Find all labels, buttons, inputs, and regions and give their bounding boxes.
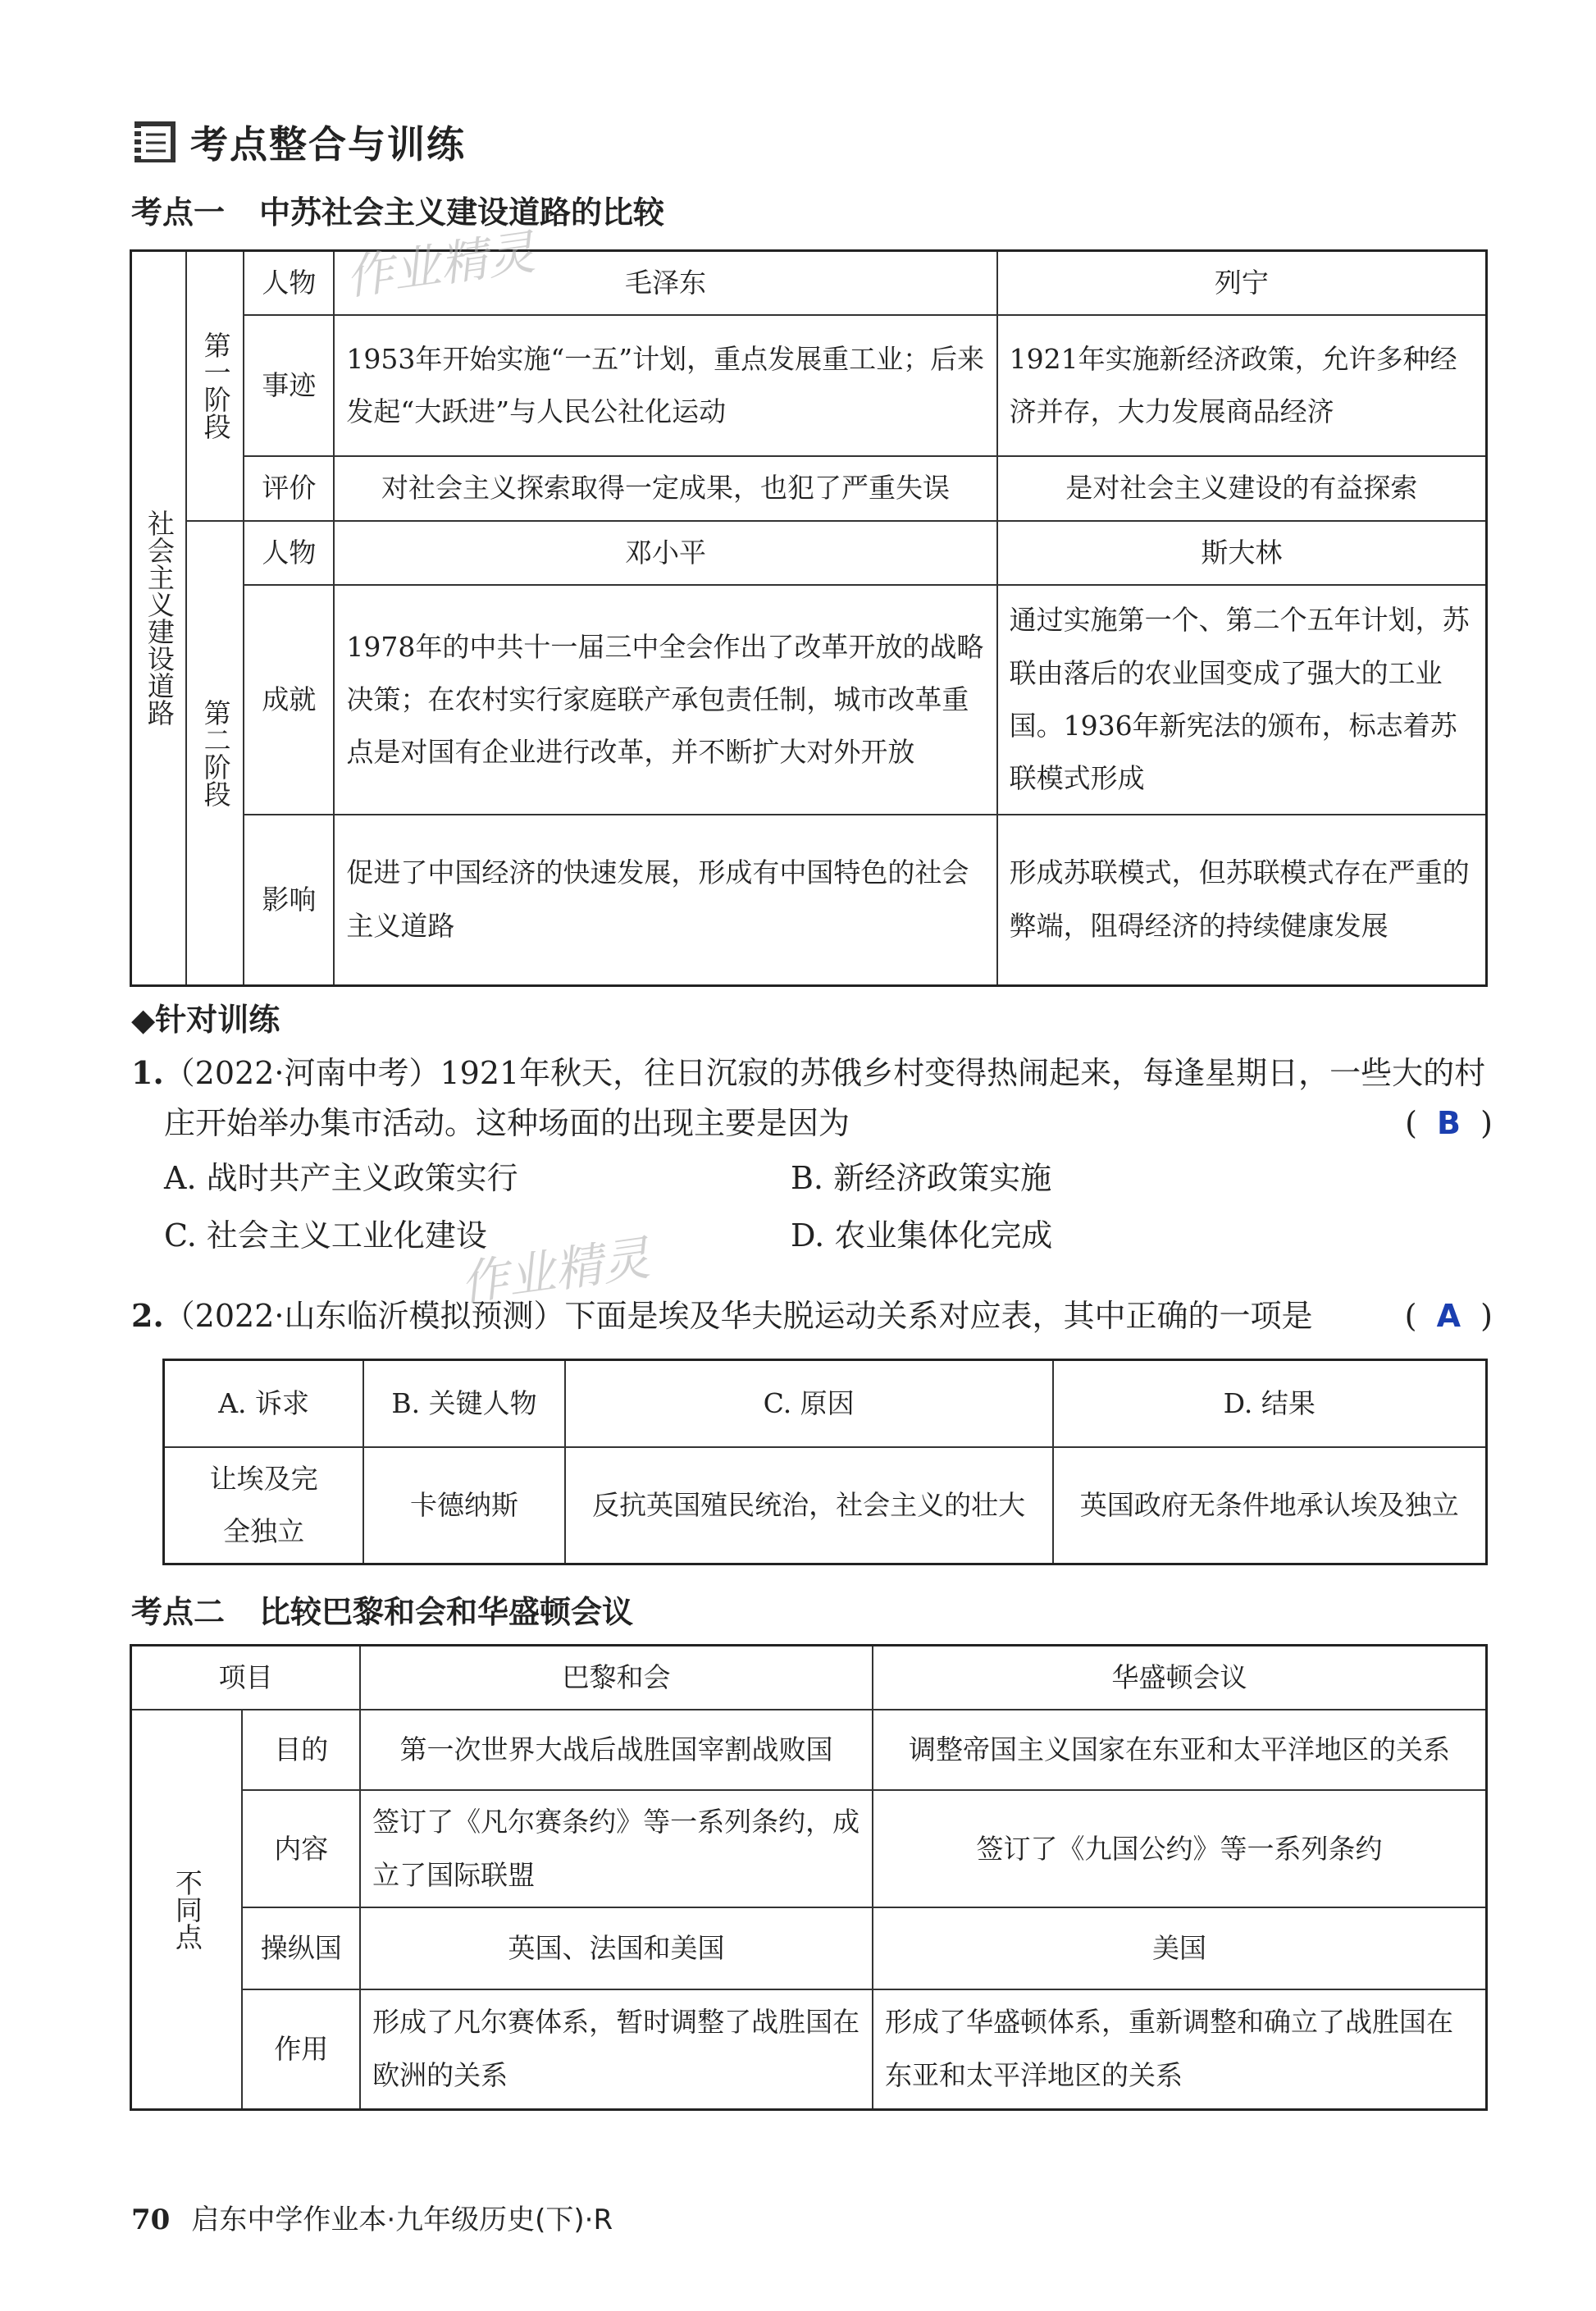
header-cell: C. 原因 [565,1360,1053,1447]
table-row [131,1907,1487,1989]
kaodian2-heading [131,1587,633,1632]
kaodian1-title: 中苏社会主义建设道路的比较 [259,194,665,231]
cell: 1978年的中共十一届三中全会作出了改革开放的战略决策；在农村实行家庭联产承包责任制，城市改革重点是对国有企业进行改革，并不断扩大对外开放 [334,585,996,815]
cell: 英国、法国和美国 [360,1907,873,1989]
section-title: 考点整合与训练 [190,122,466,167]
options-table [162,1359,1488,1565]
question-1 [131,1048,1493,1261]
kaodian2-label: 考点二 [131,1594,226,1630]
question-number: 1. [131,1054,164,1091]
header-cell: D. 结果 [1053,1360,1487,1447]
cell: 1921年实施新经济政策，允许多种经济并存，大力发展商品经济 [997,315,1487,456]
question-source: （2022·河南中考） [163,1055,440,1091]
comparison-table-2 [130,1644,1488,2111]
cell: 形成苏联模式，但苏联模式存在严重的弊端，阻碍经济的持续健康发展 [997,815,1487,985]
notebook-icon [131,118,179,166]
side-label: 不同点 [131,1710,243,2109]
table-row [131,1989,1487,2109]
cell: 促进了中国经济的快速发展，形成有中国特色的社会主义道路 [334,815,996,985]
cell: 列宁 [997,251,1487,316]
row-head: 成就 [244,585,334,815]
options-row [131,1211,1493,1261]
cell: 是对社会主义建设的有益探索 [997,456,1487,520]
cell: 签订了《九国公约》等一系列条约 [873,1790,1487,1907]
header-cell: 华盛顿会议 [873,1646,1487,1710]
cell: 美国 [873,1907,1487,1989]
row-head: 影响 [244,815,334,985]
header-cell: B. 关键人物 [363,1360,565,1447]
table-row [131,1646,1487,1710]
header-cell: 巴黎和会 [360,1646,873,1710]
option-b: B. 新经济政策实施 [791,1159,1052,1196]
header-cell: A. 诉求 [164,1360,364,1447]
question-2 [131,1291,1493,1341]
stage-label: 第二阶段 [186,521,244,985]
answer-bracket: ( A ) [1404,1298,1493,1334]
cell: 1953年开始实施“一五”计划，重点发展重工业；后来发起“大跃进”与人民公社化运动 [334,315,996,456]
answer: A [1436,1298,1461,1334]
table-row [131,251,1487,316]
question-source: （2022·山东临沂模拟预测） [163,1298,565,1334]
cell: 签订了《凡尔赛条约》等一系列条约，成立了国际联盟 [360,1790,873,1907]
watermark: 作业精灵 [342,224,539,306]
table-row [164,1360,1487,1447]
row-head: 评价 [244,456,334,520]
option-a: A. 战时共产主义政策实行 [164,1159,518,1196]
table-row [164,1447,1487,1564]
stem-line: 庄开始举办集市活动。这种场面的出现主要是因为 [164,1104,850,1141]
table-row [131,521,1487,585]
cell: 毛泽东 [334,251,996,316]
table-row [131,815,1487,985]
page-number: 70 [131,2204,171,2236]
row-head: 人物 [244,251,334,316]
cell: 通过实施第一个、第二个五年计划，苏联由落后的农业国变成了强大的工业国。1936年新宪法的颁布，标志着苏联模式形成 [997,585,1487,815]
stem-line: 1921年秋天，往日沉寂的苏俄乡村变得热闹起来，每逢星期日，一些大的村 [440,1055,1486,1091]
question-number: 2. [131,1297,164,1334]
row-head: 内容 [242,1790,360,1907]
row-head: 作用 [242,1989,360,2109]
training-heading: ◆针对训练 [131,1002,280,1038]
cell: 形成了凡尔赛体系，暂时调整了战胜国在欧洲的关系 [360,1989,873,2109]
comparison-table-1 [130,249,1488,987]
cell: 卡德纳斯 [363,1447,565,1564]
kaodian1-heading [131,187,664,232]
cell: 对社会主义探索取得一定成果，也犯了严重失误 [334,456,996,520]
book-title: 启东中学作业本·九年级历史(下)·R [191,2204,613,2236]
table-row [131,1790,1487,1907]
table-row [131,456,1487,520]
cell: 调整帝国主义国家在东亚和太平洋地区的关系 [873,1710,1487,1790]
side-label: 社会主义建设道路 [131,251,187,986]
cell: 第一次世界大战后战胜国宰割战败国 [360,1710,873,1790]
table-row [131,315,1487,456]
header-cell: 项目 [131,1646,361,1710]
page-footer [131,2197,613,2237]
cell: 英国政府无条件地承认埃及独立 [1053,1447,1487,1564]
row-head: 操纵国 [242,1907,360,1989]
option-d: D. 农业集体化完成 [791,1217,1053,1254]
cell: 形成了华盛顿体系，重新调整和确立了战胜国在东亚和太平洋地区的关系 [873,1989,1487,2109]
cell: 反抗英国殖民统治，社会主义的壮大 [565,1447,1053,1564]
watermark: 作业精灵 [457,1230,654,1312]
table-row [131,585,1487,815]
answer-bracket: ( B ) [1405,1104,1493,1141]
kaodian1-label: 考点一 [131,194,226,231]
question-stem [131,1048,1493,1098]
row-head: 事迹 [244,315,334,456]
row-head: 目的 [242,1710,360,1790]
question-stem: 下面是埃及华夫脱运动关系对应表，其中正确的一项是 [564,1298,1313,1334]
row-head: 人物 [244,521,334,585]
answer: B [1437,1104,1461,1141]
kaodian2-title: 比较巴黎和会和华盛顿会议 [259,1594,634,1630]
cell: 邓小平 [334,521,996,585]
cell: 斯大林 [997,521,1487,585]
section-header [131,115,466,169]
question-stem-2 [131,1098,1493,1149]
table-row [131,1710,1487,1790]
option-c: C. 社会主义工业化建设 [164,1217,487,1254]
options-row [131,1153,1493,1203]
stage-label: 第一阶段 [186,251,244,521]
cell: 让埃及完全独立 [164,1447,364,1564]
